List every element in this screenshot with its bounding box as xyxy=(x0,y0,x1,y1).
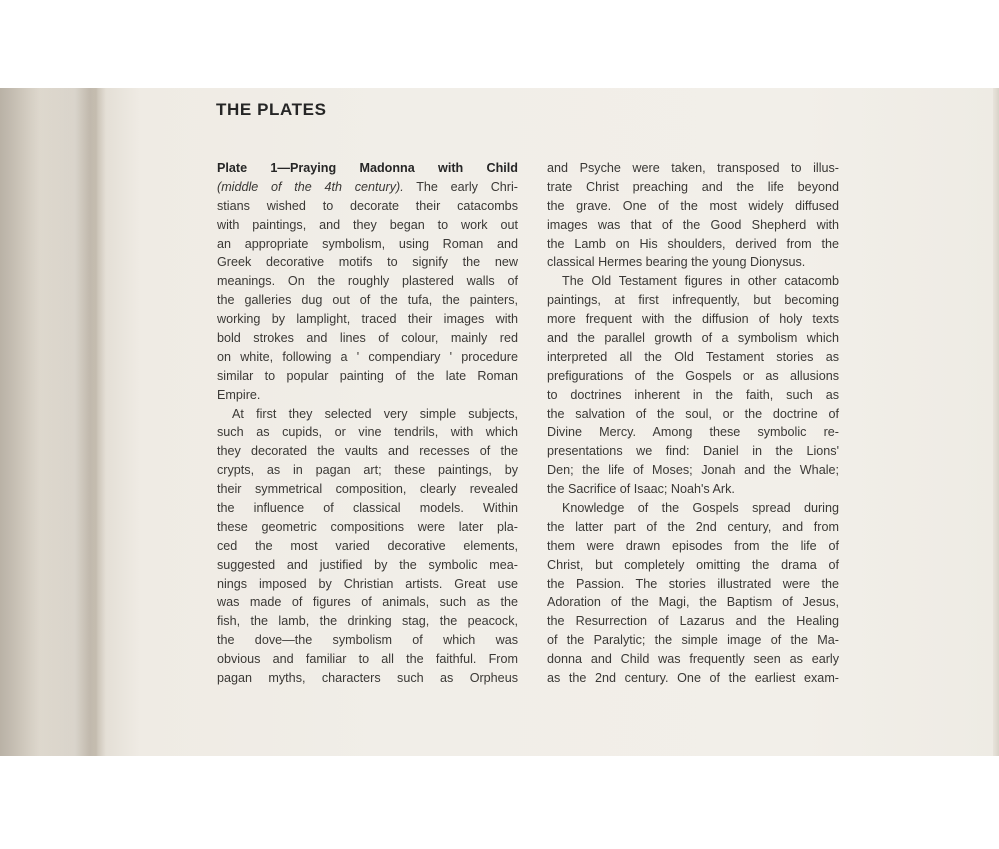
text-column-left xyxy=(217,159,518,688)
text-line: the Sacrifice of Isaac; Noah's Ark. xyxy=(547,482,735,497)
left-page-edge xyxy=(0,88,98,756)
text-line: prefigurations of the Gospels or as allusions xyxy=(547,368,839,383)
text-line: the dove—the symbolism of which was xyxy=(217,633,518,648)
text-line: an appropriate symbolism, using Roman and xyxy=(217,236,518,251)
text-line: At first they selected very simple subjects, xyxy=(232,406,518,421)
text-line: similar to popular painting of the late Roman xyxy=(217,368,518,383)
text-line: Divine Mercy. Among these symbolic re- xyxy=(547,425,839,440)
text-line: was made of figures of animals, such as the xyxy=(217,595,518,610)
text-line: suggested and justified by the symbolic mea- xyxy=(217,557,518,572)
text-line: stians wished to decorate their catacombs xyxy=(217,198,518,213)
text-line: pagan myths, characters such as Orpheus xyxy=(217,671,518,686)
text-line: fish, the lamb, the drinking stag, the peacock, xyxy=(217,614,518,629)
text-line: on white, following a ' compendiary ' procedure xyxy=(217,349,518,364)
text-line: such as cupids, or vine tendrils, with which xyxy=(217,425,518,440)
text-line: trate Christ preaching and the life beyond xyxy=(547,179,839,194)
text-line: Christ, but completely omitting the drama of xyxy=(547,557,839,572)
plate-date-line xyxy=(217,178,518,197)
text-line: as the 2nd century. One of the earliest exam- xyxy=(547,671,839,686)
text-line: paintings, at first infrequently, but becoming xyxy=(547,293,839,308)
text-line: classical Hermes bearing the young Dionysus. xyxy=(547,255,806,270)
text-line: working by lamplight, traced their images with xyxy=(217,312,518,327)
text-line: Adoration of the Magi, the Baptism of Jesus, xyxy=(547,595,839,610)
text-line: crypts, as in pagan art; these paintings, by xyxy=(217,463,518,478)
text-line: presentations we find: Daniel in the Lions' xyxy=(547,444,839,459)
text-line: they decorated the vaults and recesses of the xyxy=(217,444,518,459)
book-page-photo xyxy=(0,88,999,756)
text-line: these geometric compositions were later pla- xyxy=(217,519,518,534)
text-line: the galleries dug out of the tufa, the painters, xyxy=(217,293,518,308)
text-line: bold strokes and lines of colour, mainly red xyxy=(217,331,518,346)
text-line: to doctrines inherent in the faith, such as xyxy=(547,387,839,402)
text-line: Den; the life of Moses; Jonah and the Whale; xyxy=(547,463,839,478)
text-line: and the parallel growth of a symbolism which xyxy=(547,331,839,346)
text-line: and Psyche were taken, transposed to illus- xyxy=(547,161,839,175)
plate-title: Plate 1—Praying Madonna with Child xyxy=(217,161,518,175)
text-line: them were drawn episodes from the life of xyxy=(547,538,839,553)
text-line: The Old Testament figures in other catacomb xyxy=(562,274,839,289)
text-line: the Passion. The stories illustrated were the xyxy=(547,576,839,591)
text-line: with paintings, and they began to work out xyxy=(217,217,518,232)
text-line: of the Paralytic; the simple image of the Ma- xyxy=(547,633,839,648)
text-line: Greek decorative motifs to signify the new xyxy=(217,255,518,270)
text-line: interpreted all the Old Testament stories as xyxy=(547,349,839,364)
text-line: Knowledge of the Gospels spread during xyxy=(562,501,839,516)
text-line: donna and Child was frequently seen as early xyxy=(547,652,839,667)
text-line: the salvation of the soul, or the doctrine of xyxy=(547,406,839,421)
text-line: their symmetrical composition, clearly revealed xyxy=(217,482,518,497)
section-heading: THE PLATES xyxy=(216,100,327,119)
text-line: images was that of the Good Shepherd with xyxy=(547,217,839,232)
text-line: the Resurrection of Lazarus and the Healing xyxy=(547,614,839,629)
text-line: obvious and familiar to all the faithful. From xyxy=(217,652,518,667)
text-line: the grave. One of the most widely diffused xyxy=(547,198,839,213)
text-line: The early Chri- xyxy=(403,179,518,194)
text-line: the Lamb on His shoulders, derived from the xyxy=(547,236,839,251)
text-line: meanings. On the roughly plastered walls of xyxy=(217,274,518,289)
text-line: more frequent with the diffusion of holy texts xyxy=(547,312,839,327)
text-line: ced the most varied decorative elements, xyxy=(217,538,518,553)
text-line: nings imposed by Christian artists. Great use xyxy=(217,576,518,591)
text-line: the latter part of the 2nd century, and from xyxy=(547,519,839,534)
plate-title-line xyxy=(217,159,518,178)
text-line: Empire. xyxy=(217,387,261,402)
text-line: the influence of classical models. Within xyxy=(217,501,518,516)
plate-date: (middle of the 4th century). xyxy=(217,179,404,194)
text-column-right xyxy=(547,159,839,688)
right-page-edge xyxy=(993,88,999,756)
